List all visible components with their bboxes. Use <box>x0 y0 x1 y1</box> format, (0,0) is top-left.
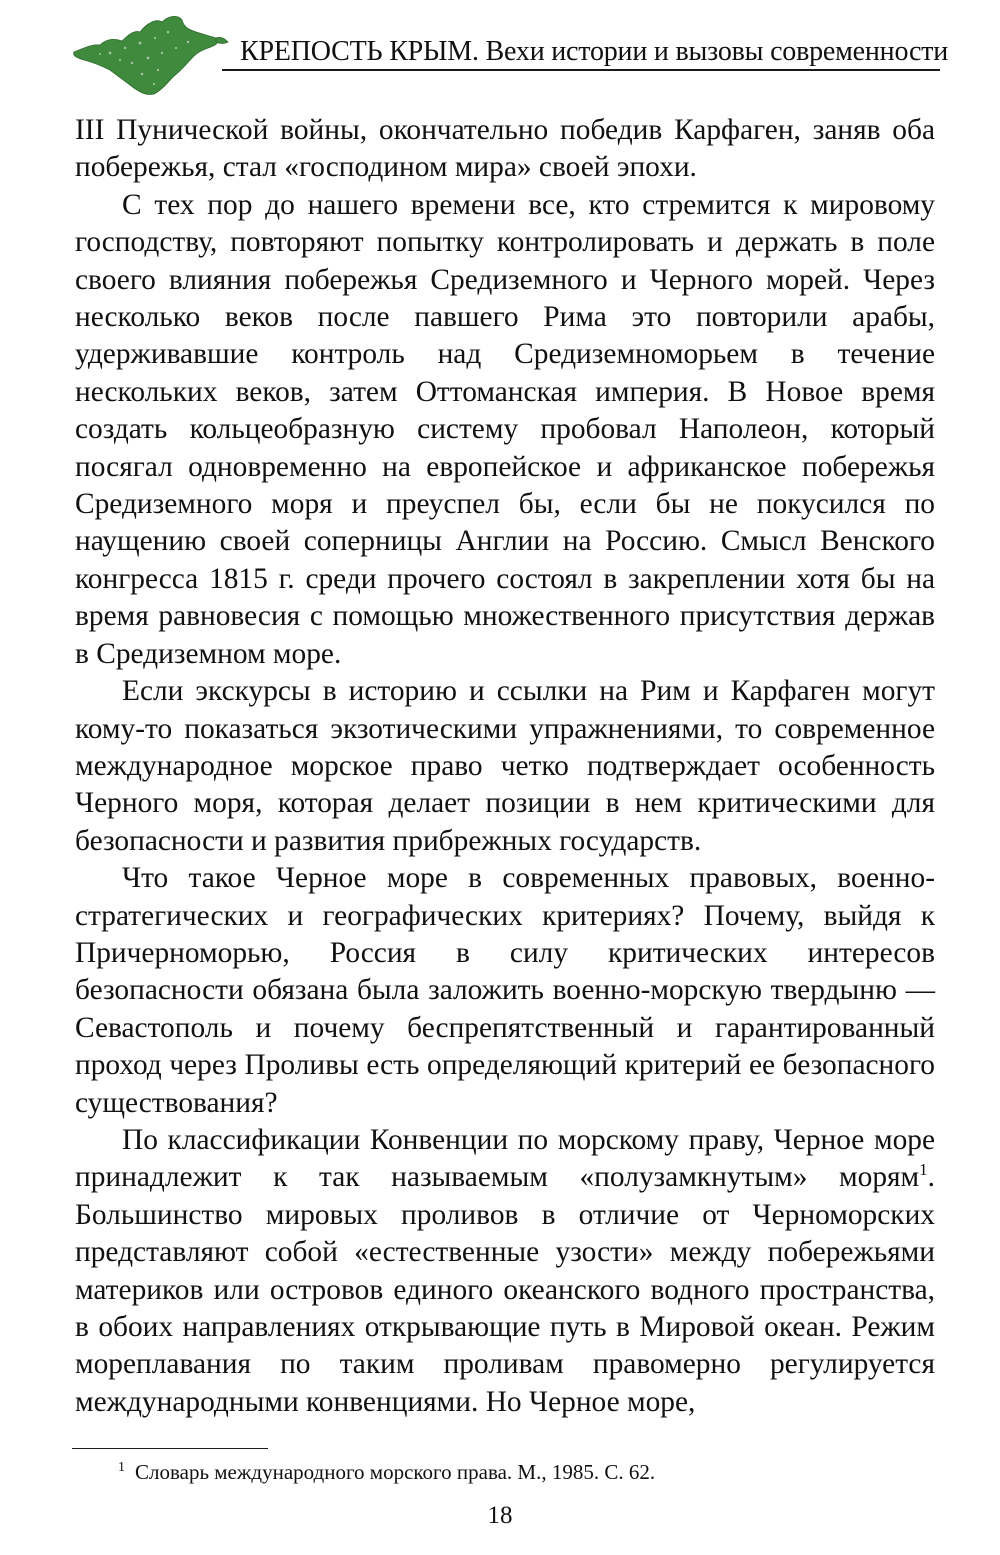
footnote-text: Словарь международного морского права. М., 1985. С. 62. <box>135 1460 656 1484</box>
paragraph-3: Если экскурсы в историю и ссылки на Рим и Карфаген могут кому-то показаться экзотическими упражнениями, то современное международное морское право четко подтверждает особенность Черного моря, которая делает позиции в нем критическими для безопасности и развития прибрежных государств. <box>75 675 935 857</box>
paragraph-5-end: . Большинство мировых проливов в отличие от Черноморских представляют собой «естественные узости» между побережьями материков или островов единого океанского водного пространства, в обоих направлениях открывающие путь в Мировой океан. Режим мореплавания по таким проливам правомерно регулируется международными конвенциями. Но Черное море, <box>75 1161 935 1418</box>
paragraph-5-start: По классификации Конвенции по морскому праву, Черное море принадлежит к так называемым «полузамкнутым» морям <box>75 1123 935 1194</box>
paragraph-1: III Пунической войны, окончательно победив Карфаген, заняв оба побережья, стал «господином мира» своей эпохи. <box>75 114 935 184</box>
paragraph-2: С тех пор до нашего времени все, кто стремится к мировому господству, повторяют попытку контролировать и держать в поле своего влияния побережья Средиземного и Черного морей. Через несколько веков после павшего Рима это повторили арабы, удерживавшие контроль над Средиземноморьем в течение нескольких веков, затем Оттоманская империя. В Новое время создать кольцеобразную систему пробовал Наполеон, который посягал одновременно на европейское и африканское побережья Средиземного моря и преуспел бы, если бы не покусился по наущению своей соперницы Англии на Россию. Смысл Венского конгресса 1815 г. среди прочего состоял в закреплении хотя бы на время равновесия с помощью множественного присутствия держав в Средиземном море. <box>75 188 935 670</box>
page-number: 18 <box>487 1502 513 1529</box>
body-text <box>75 112 935 1421</box>
page-header <box>0 0 1000 110</box>
paragraph-4: Что такое Черное море в современных правовых, военно-стратегических и географических критериях? Почему, выйдя к Причерноморью, Россия в силу критических интересов безопасности обязана была заложить военно-морскую твердыню — Севастополь и почему беспрепятственный и гарантированный проход через Проливы есть определяющий критерий ее безопасного существования? <box>75 862 935 1119</box>
footnote-marker[interactable]: 1 <box>919 1160 928 1180</box>
running-title: КРЕПОСТЬ КРЫМ. Вехи истории и вызовы современности <box>240 36 949 67</box>
paragraph-5 <box>75 1122 935 1421</box>
footnote-rule <box>72 1448 268 1449</box>
crimea-map-icon <box>70 8 230 100</box>
header-rule <box>222 69 940 71</box>
footnote-number: 1 <box>118 1460 125 1475</box>
footnote <box>118 1458 918 1486</box>
